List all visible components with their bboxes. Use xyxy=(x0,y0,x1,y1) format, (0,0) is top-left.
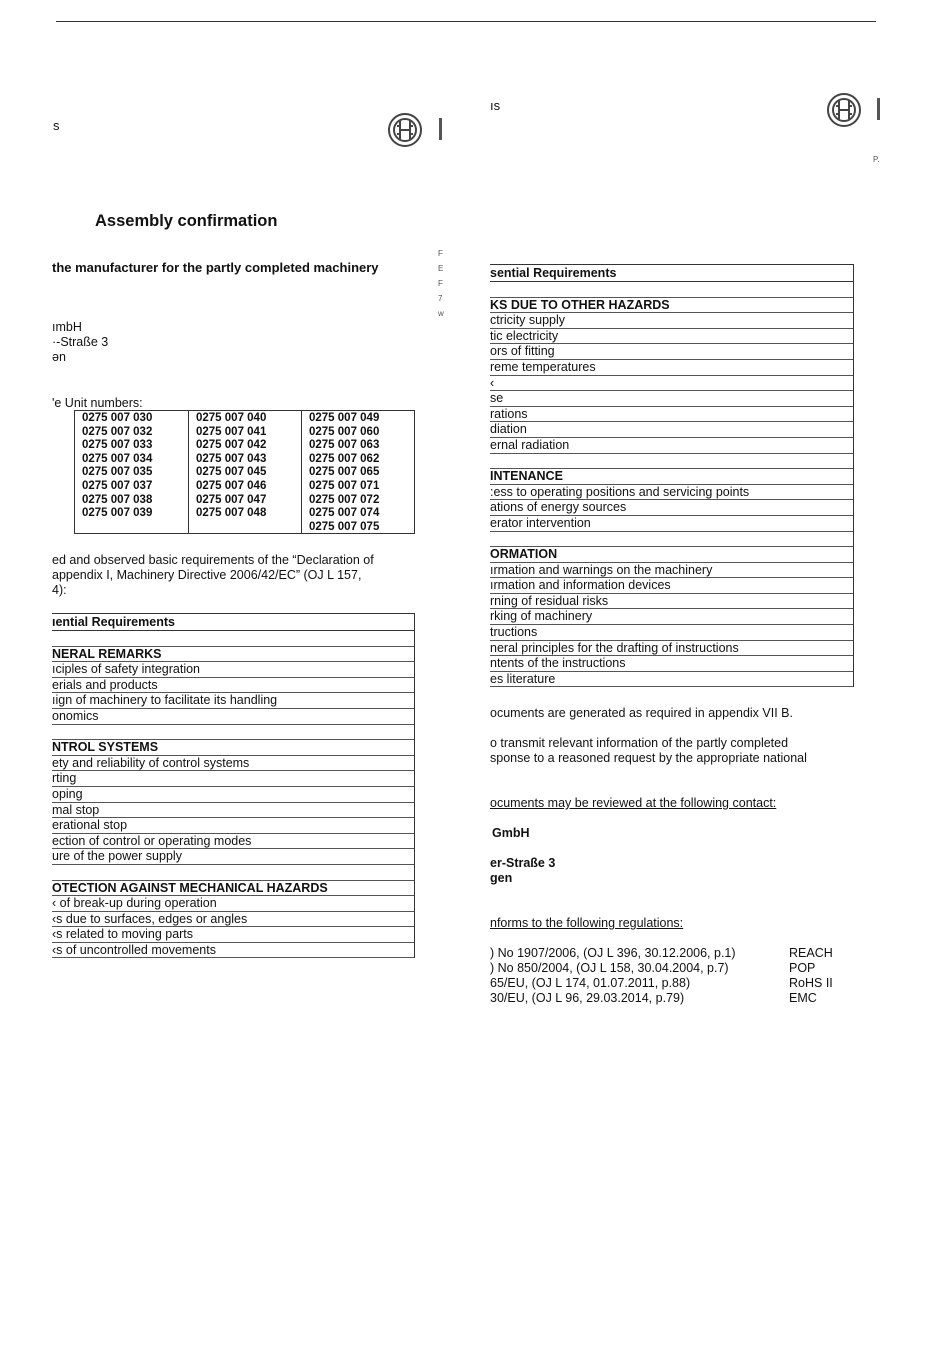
requirements-title: sential Requirements xyxy=(490,265,853,282)
requirements-row: ırmation and warnings on the machinery xyxy=(490,563,853,579)
regulations-list xyxy=(490,946,833,1006)
edge-letter: F xyxy=(438,249,443,258)
regulation-row xyxy=(490,991,833,1006)
unit-number: 0275 007 046 xyxy=(196,479,267,492)
requirements-title: ıential Requirements xyxy=(52,614,414,631)
unit-number: 0275 007 037 xyxy=(82,479,153,492)
regulation-text: ) No 850/2004, (OJ L 158, 30.04.2004, p.7) xyxy=(490,961,729,975)
reviewed-text: ocuments may be reviewed at the following contact: xyxy=(490,796,777,810)
regulation-code: EMC xyxy=(789,991,817,1005)
requirements-row: ection of control or operating modes xyxy=(52,834,414,850)
unit-number: 0275 007 060 xyxy=(309,425,380,438)
unit-column xyxy=(188,411,301,533)
unit-number: 0275 007 045 xyxy=(196,466,267,479)
unit-number: 0275 007 063 xyxy=(309,439,380,452)
requirements-row: :ess to operating positions and servicing points xyxy=(490,485,853,501)
requirements-row: ‹s due to surfaces, edges or angles xyxy=(52,912,414,928)
page-title: Assembly confirmation xyxy=(95,212,278,230)
requirements-row: ıciples of safety integration xyxy=(52,662,414,678)
requirements-row: erials and products xyxy=(52,678,414,694)
right-header-letter: ıs xyxy=(490,98,501,113)
unit-number: 0275 007 042 xyxy=(196,439,267,452)
requirements-row: neral principles for the drafting of instructions xyxy=(490,641,853,657)
requirements-row: ors of fitting xyxy=(490,344,853,360)
requirements-row: ‹ of break-up during operation xyxy=(52,896,414,912)
requirements-blank-row xyxy=(52,631,414,647)
conforms-text: nforms to the following regulations: xyxy=(490,916,684,930)
requirements-row: mal stop xyxy=(52,803,414,819)
unit-number: 0275 007 074 xyxy=(309,507,380,520)
transmit-line: o transmit relevant information of the partly completed xyxy=(490,736,789,750)
requirements-row: ‹s of uncontrolled movements xyxy=(52,943,414,959)
unit-number: 0275 007 030 xyxy=(82,412,153,424)
edge-letter: E xyxy=(438,264,444,273)
logo-bar xyxy=(877,98,880,120)
regulation-code: REACH xyxy=(789,946,833,960)
unit-number: 0275 007 071 xyxy=(309,479,380,492)
bosch-logo-icon xyxy=(827,93,861,127)
regulation-code: RoHS II xyxy=(789,976,833,990)
requirements-row: rations xyxy=(490,407,853,423)
left-header-letter: s xyxy=(53,118,60,133)
declaration-line: appendix I, Machinery Directive 2006/42/EC” (OJ L 157, xyxy=(52,568,362,582)
declaration-line: 4): xyxy=(52,583,67,597)
logo-bar xyxy=(439,118,442,140)
requirements-blank-row xyxy=(52,725,414,741)
requirements-section-heading: ORMATION xyxy=(490,547,853,563)
unit-number: 0275 007 075 xyxy=(309,520,380,533)
requirements-row: diation xyxy=(490,422,853,438)
requirements-row: rting xyxy=(52,771,414,787)
unit-number: 0275 007 062 xyxy=(309,452,380,465)
unit-numbers-table xyxy=(74,410,415,534)
contact-company: GmbH xyxy=(492,826,530,840)
declaration-line: ed and observed basic requirements of the “Declaration of xyxy=(52,553,374,567)
unit-number: 0275 007 041 xyxy=(196,425,267,438)
unit-number: 0275 007 034 xyxy=(82,452,153,465)
requirements-row: ations of energy sources xyxy=(490,500,853,516)
unit-number: 0275 007 040 xyxy=(196,412,267,424)
requirements-row: ‹ xyxy=(490,376,853,392)
unit-number: 0275 007 048 xyxy=(196,507,267,520)
transmit-text xyxy=(490,736,807,766)
requirements-row: ety and reliability of control systems xyxy=(52,756,414,772)
subtitle: the manufacturer for the partly completed machinery xyxy=(52,260,379,275)
unit-number: 0275 007 035 xyxy=(82,466,153,479)
requirements-row: es literature xyxy=(490,672,853,688)
right-requirements-table xyxy=(490,264,854,687)
requirements-row: oping xyxy=(52,787,414,803)
requirements-section-heading: OTECTION AGAINST MECHANICAL HAZARDS xyxy=(52,881,414,897)
regulation-row xyxy=(490,961,833,976)
requirements-row: ernal radiation xyxy=(490,438,853,454)
edge-letters xyxy=(438,246,444,321)
unit-number: 0275 007 043 xyxy=(196,452,267,465)
unit-column xyxy=(75,411,188,533)
regulation-code: POP xyxy=(789,961,816,975)
requirements-row: ırmation and information devices xyxy=(490,578,853,594)
requirements-row: erator intervention xyxy=(490,516,853,532)
regulation-text: ) No 1907/2006, (OJ L 396, 30.12.2006, p.1) xyxy=(490,946,736,960)
top-rule xyxy=(56,21,876,22)
requirements-blank-row xyxy=(490,532,853,548)
requirements-row: ‹s related to moving parts xyxy=(52,927,414,943)
unit-number: 0275 007 047 xyxy=(196,493,267,506)
requirements-section-heading: KS DUE TO OTHER HAZARDS xyxy=(490,298,853,314)
unit-number: 0275 007 072 xyxy=(309,493,380,506)
page-corner-mark: P. xyxy=(873,155,880,164)
left-requirements-table xyxy=(52,613,415,958)
transmit-line: sponse to a reasoned request by the appropriate national xyxy=(490,751,807,765)
unit-label: 'e Unit numbers: xyxy=(52,396,143,410)
requirements-blank-row xyxy=(490,282,853,298)
requirements-row: ntents of the instructions xyxy=(490,656,853,672)
contact-street: er-Straße 3 xyxy=(490,856,556,870)
requirements-row: ctricity supply xyxy=(490,313,853,329)
unit-number: 0275 007 039 xyxy=(82,507,153,520)
requirements-section-heading: INTENANCE xyxy=(490,469,853,485)
regulation-row xyxy=(490,946,833,961)
requirements-section-heading: NTROL SYSTEMS xyxy=(52,740,414,756)
requirements-row: se xyxy=(490,391,853,407)
unit-number: 0275 007 032 xyxy=(82,425,153,438)
edge-letter: 7 xyxy=(438,294,443,303)
address-line: ·-Straße 3 xyxy=(52,335,109,349)
edge-letter: w xyxy=(438,309,444,318)
requirements-blank-row xyxy=(52,865,414,881)
doc-generated-text: ocuments are generated as required in appendix VII B. xyxy=(490,706,793,720)
regulation-text: 30/EU, (OJ L 96, 29.03.2014, p.79) xyxy=(490,991,685,1005)
requirements-row: rking of machinery xyxy=(490,609,853,625)
regulation-row xyxy=(490,976,833,991)
manufacturer-address xyxy=(52,320,108,365)
requirements-blank-row xyxy=(490,454,853,470)
unit-number: 0275 007 038 xyxy=(82,493,153,506)
regulation-text: 65/EU, (OJ L 174, 01.07.2011, p.88) xyxy=(490,976,691,990)
requirements-section-heading: ΝERAL REMARKS xyxy=(52,647,414,663)
requirements-row: erational stop xyxy=(52,818,414,834)
contact-city: gen xyxy=(490,871,513,885)
unit-number: 0275 007 033 xyxy=(82,439,153,452)
requirements-row: rning of residual risks xyxy=(490,594,853,610)
address-line: ən xyxy=(52,350,66,364)
unit-column xyxy=(301,411,414,533)
requirements-row: onomics xyxy=(52,709,414,725)
unit-number: 0275 007 065 xyxy=(309,466,380,479)
requirements-row: tic electricity xyxy=(490,329,853,345)
requirements-row: reme temperatures xyxy=(490,360,853,376)
edge-letter: F xyxy=(438,279,443,288)
declaration-text xyxy=(52,553,374,598)
bosch-logo-icon xyxy=(388,113,422,147)
requirements-row: ıign of machinery to facilitate its handling xyxy=(52,693,414,709)
unit-number: 0275 007 049 xyxy=(309,412,380,424)
requirements-row: ure of the power supply xyxy=(52,849,414,865)
requirements-row: tructions xyxy=(490,625,853,641)
address-line: ımbH xyxy=(52,320,82,334)
